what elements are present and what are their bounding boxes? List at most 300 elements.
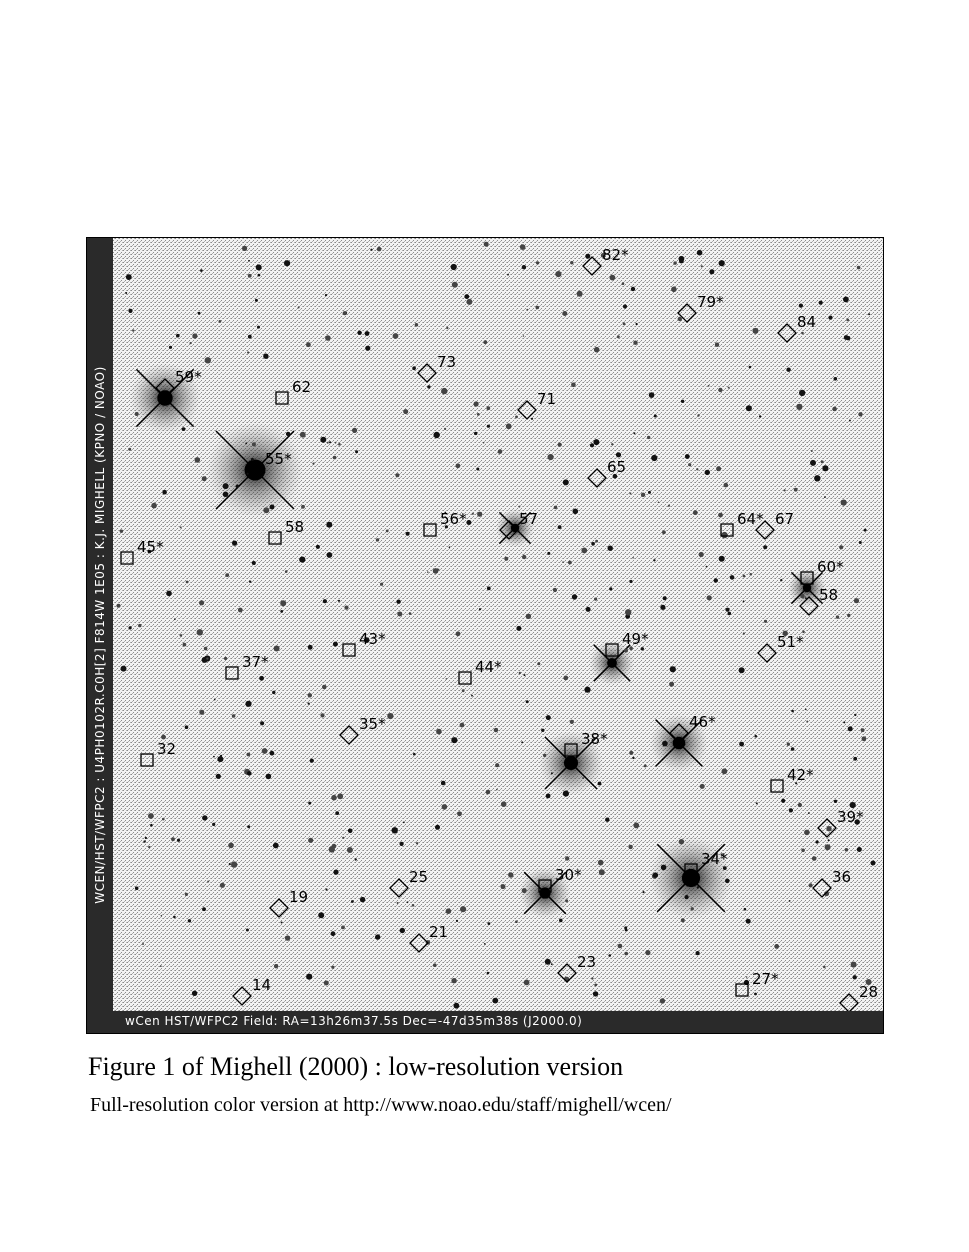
faint-star	[242, 246, 247, 251]
faint-star	[749, 366, 752, 369]
faint-star	[798, 803, 802, 807]
faint-star	[256, 264, 262, 270]
faint-star	[396, 600, 400, 604]
faint-star	[365, 331, 370, 336]
faint-star	[492, 998, 498, 1004]
faint-star	[679, 259, 684, 264]
faint-star	[320, 713, 324, 717]
faint-star	[344, 606, 348, 610]
faint-star	[828, 839, 830, 841]
faint-star	[128, 448, 131, 451]
faint-star	[679, 839, 684, 844]
faint-star	[286, 432, 290, 436]
faint-star	[252, 561, 256, 565]
faint-star	[245, 443, 247, 445]
faint-star	[791, 710, 794, 713]
faint-star	[573, 509, 579, 515]
marker-label: 73	[437, 353, 457, 371]
faint-star	[653, 559, 655, 561]
faint-star	[200, 269, 203, 272]
faint-star	[407, 901, 409, 903]
faint-star	[496, 789, 498, 791]
faint-star	[486, 790, 491, 795]
faint-star	[563, 479, 569, 485]
faint-star	[326, 522, 332, 528]
faint-star	[217, 756, 223, 762]
faint-star	[409, 612, 412, 615]
faint-star	[335, 442, 337, 444]
faint-star	[706, 566, 708, 568]
faint-star	[593, 991, 598, 996]
marker-label: 19	[289, 888, 309, 906]
faint-star	[300, 432, 306, 438]
faint-star	[185, 893, 188, 896]
faint-star	[571, 383, 576, 388]
faint-star	[618, 944, 623, 949]
faint-star	[145, 837, 147, 839]
faint-star	[435, 825, 440, 830]
faint-star	[260, 721, 264, 725]
faint-star	[541, 729, 544, 732]
faint-star	[464, 294, 469, 299]
faint-star	[320, 437, 326, 443]
faint-star	[333, 642, 338, 647]
faint-star	[498, 449, 503, 454]
faint-star	[743, 575, 746, 578]
faint-star	[285, 935, 290, 940]
faint-star	[585, 254, 590, 259]
faint-star	[810, 460, 816, 466]
faint-star	[466, 299, 472, 305]
faint-star	[799, 390, 805, 396]
faint-star	[120, 530, 123, 533]
faint-star	[393, 333, 399, 339]
faint-star	[331, 966, 334, 969]
faint-star	[673, 261, 676, 264]
faint-star	[633, 432, 635, 434]
faint-star	[522, 555, 526, 559]
faint-star	[739, 742, 744, 747]
faint-star	[247, 771, 252, 776]
faint-star	[322, 685, 327, 690]
faint-star	[142, 943, 144, 945]
faint-star	[746, 405, 752, 411]
faint-star	[132, 329, 134, 331]
faint-star	[814, 475, 820, 481]
faint-star	[392, 827, 398, 833]
faint-star	[739, 667, 745, 673]
faint-star	[377, 247, 382, 252]
faint-star	[551, 772, 553, 774]
faint-star	[174, 619, 176, 621]
faint-star	[446, 908, 452, 914]
faint-star	[801, 849, 805, 853]
faint-star	[360, 897, 365, 902]
faint-star	[836, 615, 839, 618]
faint-star	[531, 418, 533, 420]
marker-label: 35*	[359, 715, 386, 733]
faint-star	[476, 468, 479, 471]
faint-star	[784, 489, 786, 491]
faint-star	[365, 346, 370, 351]
bright-star	[649, 836, 732, 919]
faint-star	[565, 856, 569, 860]
faint-star	[800, 594, 804, 598]
faint-star	[415, 323, 419, 327]
faint-star	[625, 609, 631, 615]
faint-star	[654, 415, 657, 418]
faint-star	[452, 282, 458, 288]
faint-star	[487, 425, 490, 428]
faint-star	[871, 861, 876, 866]
faint-star	[516, 626, 521, 631]
faint-star	[484, 943, 486, 945]
faint-star	[632, 557, 634, 559]
faint-star	[395, 473, 399, 477]
faint-star	[642, 891, 644, 893]
faint-star	[796, 404, 802, 410]
faint-star	[754, 735, 757, 738]
faint-star	[274, 964, 278, 968]
faint-star	[697, 414, 699, 416]
faint-star	[624, 649, 628, 653]
faint-star	[376, 538, 379, 541]
faint-star	[617, 335, 620, 338]
faint-star	[611, 443, 613, 445]
faint-star	[756, 802, 758, 804]
faint-star	[138, 624, 141, 627]
faint-star	[685, 895, 689, 899]
faint-star	[466, 520, 471, 525]
faint-star	[255, 299, 258, 302]
faint-star	[786, 368, 790, 372]
faint-star	[518, 506, 520, 508]
faint-star	[347, 847, 353, 853]
faint-star	[183, 643, 187, 647]
faint-star	[197, 629, 203, 635]
faint-star	[272, 691, 275, 694]
faint-star	[457, 811, 462, 816]
faint-star	[662, 741, 668, 747]
faint-star	[633, 341, 637, 345]
marker-label: 14	[252, 976, 272, 994]
faint-star	[822, 465, 828, 471]
faint-star	[236, 485, 239, 488]
faint-star	[558, 525, 562, 529]
faint-star	[764, 620, 767, 623]
faint-star	[625, 929, 628, 932]
faint-star	[849, 420, 851, 422]
marker-label: 84	[797, 313, 817, 331]
faint-star	[660, 998, 665, 1003]
faint-star	[628, 845, 632, 849]
faint-star	[427, 385, 430, 388]
faint-star	[325, 335, 331, 341]
faint-star	[312, 463, 314, 465]
faint-star	[595, 540, 598, 543]
faint-star	[841, 500, 847, 506]
marker-label: 67	[775, 510, 795, 528]
faint-star	[590, 443, 594, 447]
faint-star	[494, 728, 498, 732]
faint-star	[456, 463, 461, 468]
faint-star	[214, 699, 216, 701]
faint-star	[623, 322, 626, 325]
faint-star	[231, 861, 237, 867]
faint-star	[162, 818, 165, 821]
faint-star	[252, 442, 256, 446]
faint-star	[387, 713, 393, 719]
faint-star	[273, 843, 279, 849]
faint-star	[270, 751, 275, 756]
faint-star	[629, 580, 632, 583]
faint-star	[521, 741, 523, 743]
faint-star	[403, 822, 405, 824]
faint-star	[681, 400, 684, 403]
faint-star	[728, 387, 730, 389]
faint-star	[171, 837, 175, 841]
star-field-plot	[87, 238, 883, 1033]
faint-star	[697, 886, 699, 888]
faint-star	[403, 409, 408, 414]
faint-star	[352, 428, 357, 433]
faint-star	[846, 319, 849, 322]
faint-star	[811, 450, 813, 452]
faint-star	[715, 343, 719, 347]
faint-star	[854, 714, 856, 716]
faint-star	[375, 934, 380, 939]
star-field-image	[86, 237, 884, 1034]
faint-star	[718, 513, 723, 518]
faint-star	[559, 919, 563, 923]
faint-star	[821, 460, 824, 463]
faint-star	[460, 906, 466, 912]
faint-star	[484, 242, 489, 247]
faint-star	[759, 415, 761, 417]
faint-star	[599, 869, 605, 875]
faint-star	[182, 427, 186, 431]
faint-star	[462, 689, 465, 692]
marker-label: 55*	[265, 450, 292, 468]
faint-star	[333, 870, 338, 875]
faint-star	[598, 860, 604, 866]
faint-star	[536, 306, 540, 310]
faint-star	[523, 335, 525, 337]
faint-star	[700, 784, 705, 789]
faint-star	[501, 884, 506, 889]
faint-star	[868, 313, 870, 315]
vertical-image-label-text: WCEN/HST/WFPC2 : U4PH0102R.C0H[2] F814W 1E05 : K.J. MIGHELL (KPNO / NOAO)	[93, 366, 107, 904]
faint-star	[441, 781, 446, 786]
faint-star	[299, 557, 305, 563]
faint-star	[148, 813, 154, 819]
faint-star	[232, 714, 236, 718]
faint-star	[832, 407, 837, 412]
faint-star	[577, 291, 583, 297]
faint-star	[331, 795, 337, 801]
faint-star	[823, 966, 826, 969]
faint-star	[632, 757, 634, 759]
faint-star	[220, 755, 222, 757]
faint-star	[693, 510, 698, 515]
faint-star	[649, 392, 655, 398]
faint-star	[246, 929, 249, 932]
faint-star	[284, 260, 290, 266]
faint-star	[554, 506, 558, 510]
marker-label: 23	[577, 953, 597, 971]
marker-label: 82*	[602, 246, 629, 264]
figure-url-note: Full-resolution color version at http://www.noao.edu/staff/mighell/wcen/	[90, 1094, 672, 1116]
faint-star	[598, 782, 602, 786]
marker-label: 49*	[622, 630, 649, 648]
faint-star	[238, 608, 243, 613]
faint-star	[515, 416, 518, 419]
faint-star	[746, 976, 748, 978]
bottom-image-label-text: wCen HST/WFPC2 Field: RA=13h26m37.5s Dec=-47d35m38s (J2000.0)	[125, 1014, 583, 1028]
faint-star	[763, 545, 767, 549]
faint-star	[537, 662, 540, 665]
faint-star	[622, 282, 625, 285]
marker-label: 42*	[787, 766, 814, 784]
faint-star	[451, 737, 457, 743]
marker-label: 57	[519, 510, 539, 528]
faint-star	[188, 919, 191, 922]
faint-star	[685, 454, 690, 459]
faint-star	[719, 556, 725, 562]
marker-label: 30*	[555, 866, 582, 884]
faint-star	[204, 647, 208, 651]
marker-label: 43*	[359, 630, 386, 648]
faint-star	[308, 693, 312, 697]
faint-star	[843, 721, 845, 723]
faint-star	[570, 261, 573, 264]
faint-star	[263, 507, 269, 513]
faint-star	[616, 452, 621, 457]
faint-star	[591, 977, 593, 979]
faint-star	[160, 965, 162, 967]
faint-star	[623, 304, 627, 308]
faint-star	[161, 735, 166, 740]
faint-star	[631, 287, 635, 291]
faint-star	[696, 468, 698, 470]
faint-star	[471, 695, 473, 697]
faint-star	[427, 571, 429, 573]
faint-star	[791, 747, 795, 751]
faint-star	[128, 309, 132, 313]
faint-star	[281, 922, 283, 924]
faint-star	[825, 844, 831, 850]
faint-star	[274, 646, 280, 652]
faint-star	[126, 274, 132, 280]
faint-star	[135, 887, 139, 891]
faint-star	[446, 327, 448, 329]
faint-star	[744, 908, 747, 911]
faint-star	[308, 703, 310, 705]
faint-star	[558, 443, 562, 447]
faint-star	[565, 899, 568, 902]
faint-star	[212, 823, 215, 826]
faint-star	[186, 581, 189, 584]
marker-label: 39*	[837, 808, 864, 826]
faint-star	[266, 774, 272, 780]
faint-star	[263, 354, 268, 359]
faint-star	[355, 450, 358, 453]
faint-star	[586, 607, 591, 612]
faint-star	[270, 505, 275, 510]
faint-star	[192, 333, 197, 338]
faint-star	[806, 721, 808, 723]
faint-star	[522, 888, 527, 893]
faint-star	[207, 881, 209, 883]
faint-star	[232, 541, 237, 546]
faint-star	[325, 888, 327, 890]
faint-star	[220, 883, 225, 888]
faint-star	[249, 581, 251, 583]
faint-star	[551, 963, 553, 965]
marker-label: 71	[537, 390, 557, 408]
faint-star	[780, 579, 782, 581]
faint-star	[515, 920, 518, 923]
faint-star	[801, 332, 804, 335]
faint-star	[247, 351, 249, 353]
faint-star	[148, 846, 150, 848]
faint-star	[725, 608, 729, 612]
bottom-image-label	[113, 1011, 883, 1033]
faint-star	[662, 530, 666, 534]
faint-star	[329, 441, 331, 443]
faint-star	[386, 530, 389, 533]
faint-star	[306, 974, 312, 980]
faint-star	[701, 265, 703, 267]
faint-star	[799, 304, 803, 308]
faint-star	[594, 598, 597, 601]
faint-star	[661, 865, 667, 871]
faint-star	[663, 596, 667, 600]
faint-star	[129, 626, 132, 629]
faint-star	[332, 844, 337, 849]
faint-star	[691, 907, 694, 910]
faint-star	[819, 301, 823, 305]
faint-star	[412, 904, 415, 907]
faint-star	[308, 645, 313, 650]
faint-star	[858, 412, 862, 416]
faint-star	[555, 271, 561, 277]
faint-star	[121, 666, 127, 672]
faint-star	[280, 600, 286, 606]
faint-star	[844, 335, 849, 340]
faint-star	[258, 274, 261, 277]
faint-star	[117, 604, 121, 608]
faint-star	[185, 725, 189, 729]
faint-star	[570, 720, 574, 724]
faint-star	[546, 794, 551, 799]
faint-star	[743, 632, 745, 634]
faint-star	[524, 980, 530, 986]
faint-star	[444, 428, 446, 430]
faint-star	[460, 723, 465, 728]
faint-star	[864, 529, 867, 532]
faint-star	[449, 546, 451, 548]
faint-star	[301, 505, 305, 509]
faint-star	[610, 275, 616, 281]
faint-star	[262, 748, 268, 754]
faint-star	[355, 858, 357, 860]
faint-star	[629, 492, 631, 494]
faint-star	[522, 265, 526, 269]
faint-star	[143, 840, 145, 842]
faint-star	[609, 587, 612, 590]
faint-star	[285, 570, 288, 573]
